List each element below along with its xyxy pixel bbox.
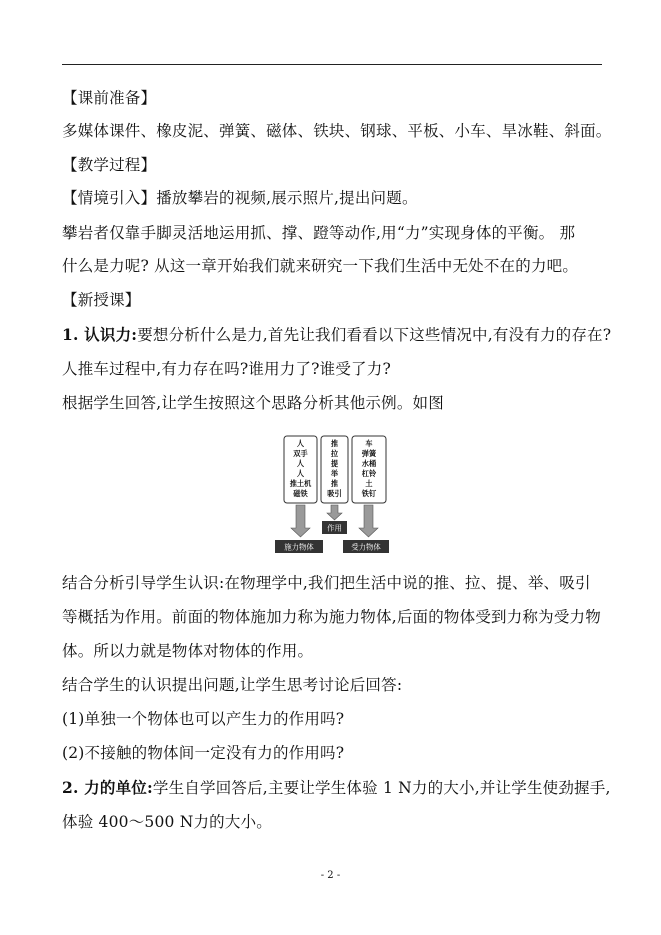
receiver-item-1: 车	[365, 439, 373, 448]
applier-item-3: 人	[296, 459, 305, 468]
section-2-text: 学生自学回答后,主要让学生体验 1 N力的大小,并让学生使劲握手,	[152, 779, 611, 797]
receiver-arrow	[359, 505, 378, 537]
prep-items: 多媒体课件、橡皮泥、弹簧、磁体、铁块、钢球、平板、小车、旱冰鞋、斜面。	[62, 122, 612, 140]
intro-paragraph-line-2: 什么是力呢? 从这一章开始我们就来研究一下我们生活中无处不在的力吧。	[62, 257, 579, 275]
applier-item-4: 人	[296, 469, 305, 478]
section-1-line	[62, 325, 611, 345]
section-2-line-2: 体验 400～500 N力的大小。	[62, 813, 272, 831]
receiver-item-5: 土	[365, 479, 373, 488]
applier-item-2: 双手	[293, 449, 308, 458]
applier-label: 施力物体	[284, 542, 314, 552]
section-1-title: 1. 认识力:	[62, 325, 138, 344]
section-1-question: 人推车过程中,有力存在吗?谁用力了?谁受了力?	[62, 360, 391, 378]
process-heading: 【教学过程】	[62, 156, 157, 174]
action-label: 作用	[327, 523, 342, 533]
discussion-intro: 结合学生的认识提出问题,让学生思考讨论后回答:	[62, 676, 403, 694]
question-2: (2)不接触的物体间一定没有力的作用吗?	[62, 744, 345, 762]
intro-heading: 【情境引入】	[62, 189, 157, 207]
applier-item-6: 磁铁	[293, 489, 308, 498]
conclusion-line-3: 体。所以力就是物体对物体的作用。	[62, 642, 314, 660]
section-1-text: 要想分析什么是力,首先让我们看看以下这些情况中,有没有力的存在?	[137, 326, 612, 344]
receiver-item-6: 铁钉	[361, 489, 377, 498]
receiver-label: 受力物体	[351, 542, 381, 552]
intro-paragraph-line-1: 攀岩者仅靠手脚灵活地运用抓、撑、蹬等动作,用“力”实现身体的平衡。 那	[62, 224, 576, 242]
action-item-1: 推	[330, 439, 339, 448]
section-2-title: 2. 力的单位:	[62, 778, 153, 797]
applier-item-1: 人	[296, 439, 305, 448]
intro-text: 播放攀岩的视频,展示照片,提出问题。	[156, 189, 418, 207]
intro-line	[62, 188, 418, 208]
header-rule	[62, 64, 602, 65]
action-item-2: 拉	[330, 449, 339, 458]
section-2-line	[62, 778, 611, 798]
section-1-guide: 根据学生回答,让学生按照这个思路分析其他示例。如图	[62, 394, 444, 412]
new-lesson-heading: 【新授课】	[62, 291, 141, 309]
action-item-6: 吸引	[327, 489, 342, 498]
prep-heading: 【课前准备】	[62, 89, 157, 107]
question-1: (1)单独一个物体也可以产生力的作用吗?	[62, 710, 345, 728]
applier-arrow	[291, 505, 310, 537]
applier-item-5: 推土机	[289, 479, 312, 488]
action-item-4: 举	[330, 469, 339, 478]
force-diagram	[272, 433, 392, 557]
conclusion-line-2: 等概括为作用。前面的物体施加力称为施力物体,后面的物体受到力称为受力物	[62, 608, 601, 626]
conclusion-line-1: 结合分析引导学生认识:在物理学中,我们把生活中说的推、拉、提、举、吸引	[62, 574, 591, 592]
page-number: - 2 -	[320, 870, 341, 881]
action-arrow	[327, 505, 342, 520]
receiver-item-3: 水桶	[361, 459, 377, 468]
action-item-3: 提	[330, 459, 339, 468]
receiver-item-2: 弹簧	[361, 449, 377, 458]
receiver-item-4: 杠铃	[361, 469, 377, 478]
action-item-5: 推	[330, 479, 339, 488]
